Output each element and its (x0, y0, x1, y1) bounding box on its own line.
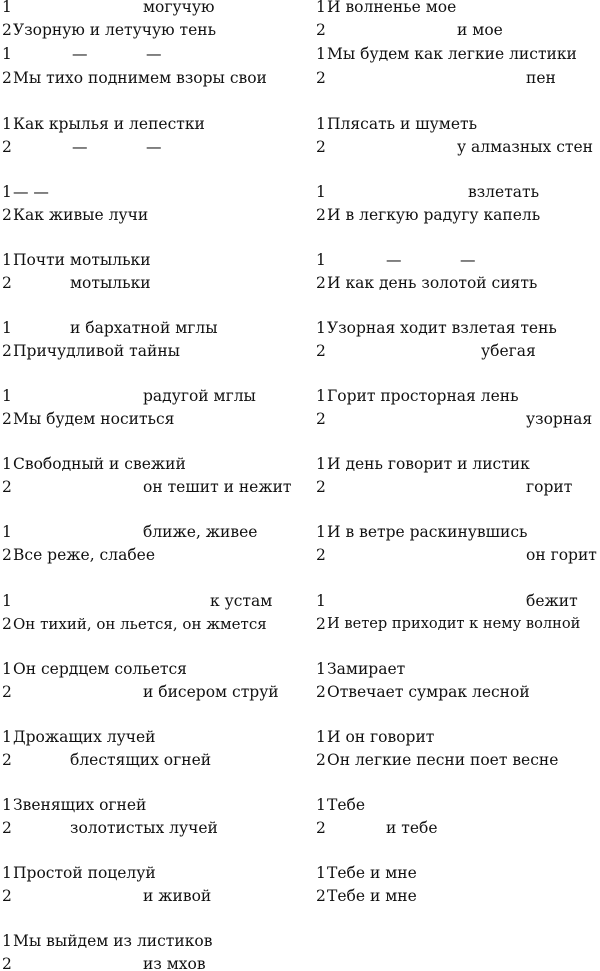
voice-number: 2 (2, 615, 12, 633)
voice-number: 1 (2, 455, 12, 473)
line-text: Тебе (327, 796, 366, 814)
poem-line (2, 953, 310, 971)
poem-line (2, 521, 310, 543)
poem-line (2, 726, 310, 748)
line-text: И в ветре раскинувшись (327, 523, 528, 541)
voice-number: 1 (2, 796, 12, 814)
line-text: И ветер приходит к нему волной (327, 615, 581, 632)
poem-line (2, 317, 310, 339)
poem-line (316, 385, 600, 407)
poem-line (2, 249, 310, 271)
voice-number: 1 (2, 115, 12, 133)
voice-number: 2 (2, 751, 12, 769)
voice-number: 2 (2, 955, 12, 971)
poem-line (316, 317, 600, 339)
voice-number: 2 (316, 69, 326, 87)
line-text: бежит (526, 592, 578, 610)
voice-number: 1 (316, 251, 326, 269)
voice-number: 2 (2, 138, 12, 156)
voice-number: 1 (2, 319, 12, 337)
poem-line (316, 613, 600, 635)
line-text: Он тихий, он льется, он жмется (13, 615, 267, 633)
line-text: и живой (143, 887, 212, 905)
voice-number: 2 (316, 206, 326, 224)
line-text: И он говорит (327, 728, 435, 746)
voice-number: 2 (2, 342, 12, 360)
voice-number: 1 (2, 932, 12, 950)
voice-number: 2 (2, 887, 12, 905)
voice-number: 2 (316, 751, 326, 769)
line-text: он горит (526, 546, 597, 564)
poem-line (316, 204, 600, 226)
line-text: к устам (210, 592, 273, 610)
line-text: И в легкую радугу капель (327, 206, 541, 224)
voice-number: 2 (2, 21, 12, 39)
poem-line (2, 67, 310, 89)
poem-line (2, 681, 310, 703)
poem-line (2, 794, 310, 816)
poem-line (2, 136, 310, 158)
poem-line (2, 862, 310, 884)
poem-line (316, 817, 600, 839)
voice-number: 1 (316, 0, 326, 16)
poem-line (2, 544, 310, 566)
poem-line (316, 658, 600, 680)
line-text: И день говорит и листик (327, 455, 530, 473)
line-text: Как крылья и лепестки (13, 115, 205, 133)
line-text: Плясать и шуметь (327, 115, 478, 133)
line-text: И волненье мое (327, 0, 457, 16)
voice-number: 1 (316, 592, 326, 610)
voice-number: 1 (316, 387, 326, 405)
dash-mark: — (146, 138, 162, 156)
poem-line (2, 204, 310, 226)
line-text: Почти мотыльки (13, 251, 151, 269)
dash-mark: — (72, 45, 88, 63)
voice-number: 1 (316, 45, 326, 63)
line-text: Узорная ходит взлетая тень (327, 319, 557, 337)
line-text: и бархатной мглы (70, 319, 218, 337)
poem-line (2, 0, 310, 18)
voice-number: 2 (316, 274, 326, 292)
poem-line (316, 885, 600, 907)
line-text: Отвечает сумрак лесной (327, 683, 530, 701)
voice-number: 2 (2, 478, 12, 496)
voice-number: 1 (2, 0, 12, 16)
poem-line (2, 181, 310, 203)
poem-line (2, 613, 310, 635)
voice-number: 2 (316, 478, 326, 496)
poem-line (316, 0, 600, 18)
line-text: узорная (526, 410, 593, 428)
voice-number: 1 (316, 660, 326, 678)
poem-line (316, 749, 600, 771)
poem-line (316, 794, 600, 816)
line-text: Мы тихо поднимем взоры свои (13, 69, 267, 87)
poem-line (316, 272, 600, 294)
line-text: ближе, живее (143, 523, 258, 541)
line-text: Свободный и свежий (13, 455, 186, 473)
voice-number: 1 (2, 387, 12, 405)
dash-mark: — (72, 138, 88, 156)
line-text: Мы выйдем из листиков (13, 932, 213, 950)
voice-number: 2 (2, 274, 12, 292)
voice-number: 1 (316, 183, 326, 201)
line-text: Причудливой тайны (13, 342, 180, 360)
line-text: Тебе и мне (327, 864, 417, 882)
line-text: радугой мглы (143, 387, 256, 405)
voice-number: 2 (2, 819, 12, 837)
line-text: Мы будем носиться (13, 410, 175, 428)
line-text: Звенящих огней (13, 796, 147, 814)
line-text: Он сердцем сольется (13, 660, 187, 678)
poem-line (2, 476, 310, 498)
poem-line (316, 862, 600, 884)
line-text: Мы будем как легкие листики (327, 45, 577, 63)
voice-number: 2 (2, 410, 12, 428)
poem-line (316, 521, 600, 543)
line-text: из мхов (143, 955, 206, 971)
line-text: у алмазных стен (457, 138, 593, 156)
line-text: Как живые лучи (13, 206, 149, 224)
poem-line (316, 590, 600, 612)
line-text: он тешит и нежит (143, 478, 292, 496)
voice-number: 2 (316, 546, 326, 564)
line-text: блестящих огней (70, 751, 212, 769)
voice-number: 1 (2, 592, 12, 610)
line-text: Тебе и мне (327, 887, 417, 905)
line-text: Простой поцелуй (13, 864, 156, 882)
line-text: Горит просторная лень (327, 387, 519, 405)
poem-line (2, 19, 310, 41)
poem-line (316, 476, 600, 498)
voice-number: 1 (316, 728, 326, 746)
line-text: горит (526, 478, 573, 496)
voice-number: 2 (316, 683, 326, 701)
poem-line (2, 408, 310, 430)
dash-mark: — (146, 45, 162, 63)
voice-number: 2 (2, 69, 12, 87)
poem-line (2, 658, 310, 680)
voice-number: 1 (2, 728, 12, 746)
dash-mark: — (386, 251, 402, 269)
voice-number: 1 (316, 115, 326, 133)
voice-number: 2 (2, 546, 12, 564)
line-text: и тебе (386, 819, 438, 837)
poem-line (2, 113, 310, 135)
line-text: и мое (457, 21, 503, 39)
voice-number: 2 (316, 138, 326, 156)
poem-line (2, 340, 310, 362)
poem-line (316, 340, 600, 362)
poem-line (2, 272, 310, 294)
line-text: золотистых лучей (70, 819, 218, 837)
voice-number: 2 (316, 819, 326, 837)
poem-line (2, 590, 310, 612)
voice-number: 2 (316, 410, 326, 428)
poem-line (2, 817, 310, 839)
poem-line (2, 749, 310, 771)
voice-number: 2 (316, 342, 326, 360)
line-text: И как день золотой сиять (327, 274, 538, 292)
poem-line (316, 113, 600, 135)
poem-line (316, 249, 600, 271)
line-text: могучую (143, 0, 215, 16)
voice-number: 1 (316, 455, 326, 473)
voice-number: 1 (316, 864, 326, 882)
voice-number: 2 (316, 21, 326, 39)
voice-number: 2 (316, 887, 326, 905)
poem-line (316, 544, 600, 566)
line-text: Все реже, слабее (13, 546, 155, 564)
voice-number: 1 (2, 660, 12, 678)
poem-line (316, 19, 600, 41)
poem-line (2, 885, 310, 907)
poem-line (2, 43, 310, 65)
poem-line (316, 43, 600, 65)
poem-line (2, 385, 310, 407)
voice-number: 2 (2, 683, 12, 701)
line-text: и бисером струй (143, 683, 279, 701)
line-text: Узорную и летучую тень (13, 21, 217, 39)
poem-line (316, 681, 600, 703)
line-text: Замирает (327, 660, 406, 678)
voice-number: 1 (2, 864, 12, 882)
poem-line (316, 136, 600, 158)
voice-number: 1 (316, 523, 326, 541)
voice-number: 1 (2, 523, 12, 541)
voice-number: 1 (2, 183, 12, 201)
voice-number: 1 (316, 319, 326, 337)
line-text: Дрожащих лучей (13, 728, 156, 746)
dash-mark: — — (13, 183, 49, 201)
poem-line (316, 408, 600, 430)
poem-line (316, 67, 600, 89)
voice-number: 1 (2, 251, 12, 269)
dash-mark: — (460, 251, 476, 269)
voice-number: 1 (316, 796, 326, 814)
line-text: взлетать (468, 183, 540, 201)
voice-number: 1 (2, 45, 12, 63)
line-text: убегая (481, 342, 536, 360)
poem-line (2, 930, 310, 952)
poem-line (316, 181, 600, 203)
voice-number: 2 (2, 206, 12, 224)
voice-number: 2 (316, 615, 326, 633)
line-text: Он легкие песни поет весне (327, 751, 559, 769)
line-text: мотыльки (70, 274, 151, 292)
poem-line (2, 453, 310, 475)
poem-line (316, 453, 600, 475)
poem-line (316, 726, 600, 748)
line-text: пен (526, 69, 556, 87)
